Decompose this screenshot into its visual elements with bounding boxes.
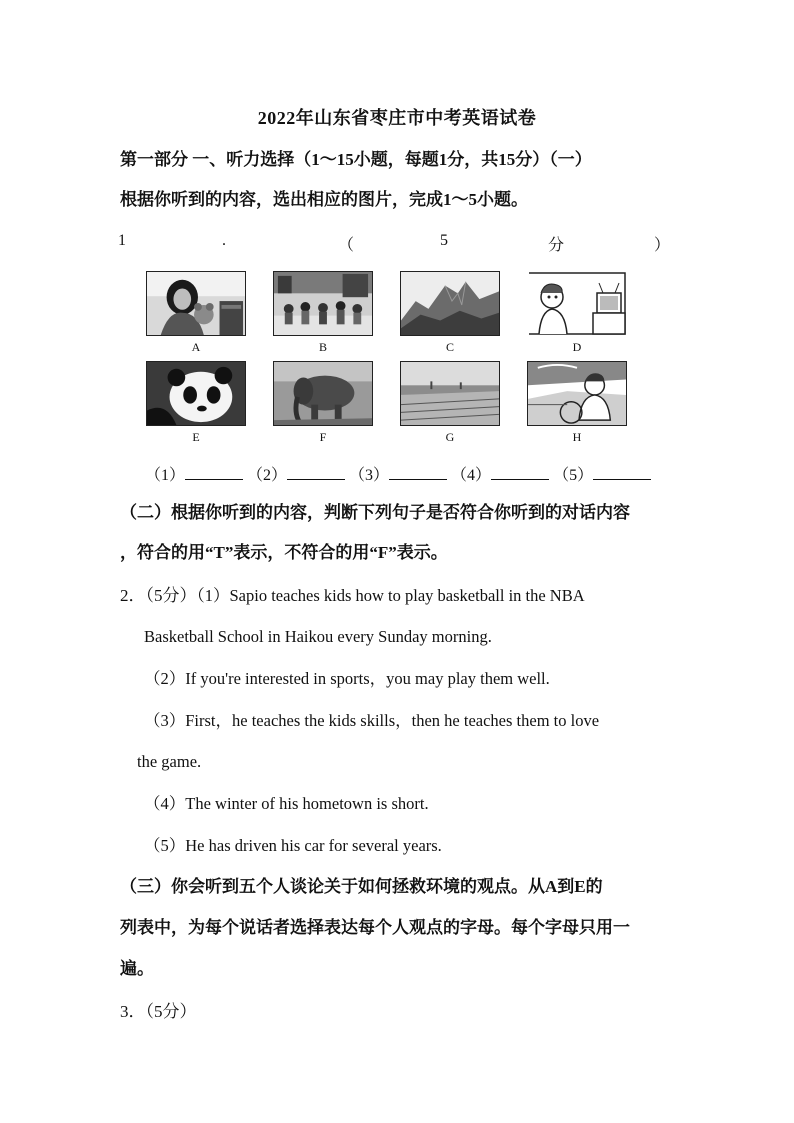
q2-item-5: （5）He has driven his car for several years. (144, 836, 442, 855)
answer-label-2: （2） (247, 467, 288, 484)
q1-score: 5 (440, 232, 448, 249)
answer-blank-3[interactable] (389, 465, 447, 480)
question-3-line: 3．（5分） (120, 1002, 197, 1021)
part2-heading-line1: （二）根据你听到的内容，判断下列句子是否符合你听到的对话内容 (120, 503, 630, 522)
picture-label-f: F (319, 430, 327, 444)
boy-in-wheelchair-drawing (527, 361, 627, 426)
boy-watching-tv-drawing (527, 271, 627, 336)
picture-label-a: A (191, 340, 201, 354)
picture-label-g: G (445, 430, 455, 444)
q1-unit: 分 (548, 237, 565, 254)
answer-label-3: （3） (349, 467, 390, 484)
q2-item-1: （1）Sapio teaches kids how to play basketball in the NBA (196, 586, 585, 605)
question-1-answer-blanks (145, 462, 651, 485)
part2-heading-line2: ，符合的用“T”表示，不符合的用“F”表示。 (120, 543, 448, 562)
elephant-photo (273, 361, 373, 426)
mountain-photo (400, 271, 500, 336)
answer-blank-4[interactable] (491, 465, 549, 480)
question-2-line (120, 586, 585, 606)
panda-photo (146, 361, 246, 426)
picture-label-d: D (572, 340, 582, 354)
q2-item-4: （4）The winter of his hometown is short. (144, 794, 429, 813)
answer-blank-2[interactable] (287, 465, 345, 480)
answer-blank-1[interactable] (185, 465, 243, 480)
q2-prefix: 2．（5分） (120, 586, 197, 605)
picture-label-c: C (445, 340, 454, 354)
coast-landscape-photo (400, 361, 500, 426)
q2-item-1-cont: Basketball School in Haikou every Sunday morning. (144, 627, 492, 646)
q2-item-2: （2）If you're interested in sports，you may play them well. (144, 669, 550, 688)
street-crowd-photo (273, 271, 373, 336)
part3-heading-line2: 列表中，为每个说话者选择表达每个人观点的字母。每个字母只用一 (120, 918, 630, 937)
part3-heading-line1: （三）你会听到五个人谈论关于如何拯救环境的观点。从A到E的 (120, 877, 603, 896)
picture-label-e: E (192, 430, 200, 444)
q1-close-paren: ） (654, 237, 671, 254)
part1-heading: 第一部分 一、听力选择（1～15小题，每题1分，共15分）（一） (120, 150, 592, 169)
answer-label-5: （5） (553, 467, 594, 484)
part1-instruction: 根据你听到的内容，选出相应的图片，完成1～5小题。 (120, 190, 528, 209)
q1-dot: . (222, 232, 226, 249)
girl-with-bear-photo (146, 271, 246, 336)
q2-item-3-cont: the game. (137, 752, 202, 771)
q2-item-3: （3）First，he teaches the kids skills，then he teaches them to love (144, 711, 600, 730)
picture-label-h: H (572, 430, 582, 444)
answer-label-4: （4） (451, 467, 492, 484)
picture-label-b: B (318, 340, 327, 354)
page-title: 2022年山东省枣庄市中考英语试卷 (257, 108, 537, 128)
q1-open-paren: （ (338, 237, 355, 254)
part3-heading-line3: 遍。 (120, 959, 154, 978)
q1-number: 1 (118, 232, 126, 249)
answer-blank-5[interactable] (593, 465, 651, 480)
answer-label-1: （1） (145, 467, 186, 484)
